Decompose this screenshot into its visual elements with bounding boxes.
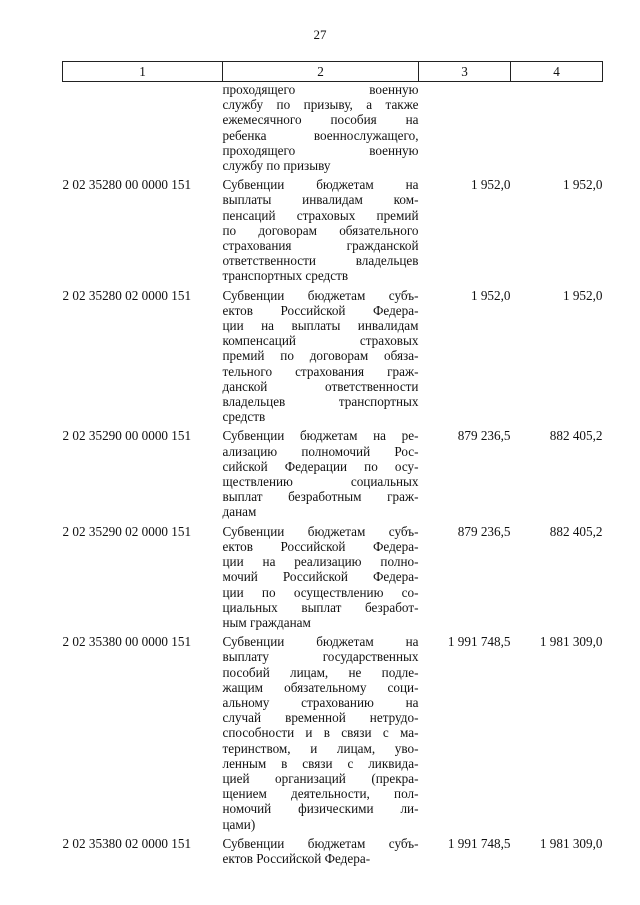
- description-line: проходящего военную: [222, 82, 419, 97]
- description-line: службу по призыву, а также: [222, 97, 419, 113]
- description-line: тельного страхования граж-: [222, 363, 419, 379]
- description-line: номочий физическими ли-: [222, 801, 419, 817]
- budget-code: 2 02 35290 02 0000 151: [62, 523, 192, 539]
- description-line: страхования гражданской: [222, 238, 419, 254]
- budget-code: [63, 82, 223, 174]
- table-body: [63, 82, 603, 867]
- column-header: 1: [63, 62, 223, 82]
- description-line: цией организаций (прекра-: [222, 770, 419, 786]
- description-line: щением деятельности, пол-: [222, 786, 419, 802]
- table-row: [63, 832, 603, 866]
- description-line: проходящего военную: [222, 142, 419, 158]
- budget-code: 2 02 35380 00 0000 151: [62, 634, 192, 650]
- amount-column-3: 879 236,5: [457, 523, 511, 539]
- item-description: [223, 424, 419, 519]
- description-line: способности и в связи с ма-: [222, 725, 419, 741]
- description-line: ектов Российской Федера-: [222, 850, 371, 866]
- budget-code: 2 02 35280 02 0000 151: [62, 287, 192, 303]
- description-line: ществлению социальных: [222, 474, 419, 490]
- item-description: [223, 832, 419, 866]
- description-line: ализацию полномочий Рос-: [222, 443, 419, 459]
- table-row: [63, 630, 603, 832]
- amount-column-3: 1 991 748,5: [447, 634, 511, 650]
- description-line: ции на реализацию полно-: [222, 554, 419, 570]
- table-row: [63, 520, 603, 630]
- description-line: выплату государственных: [222, 649, 419, 665]
- item-description: [223, 630, 419, 832]
- table-row: [63, 424, 603, 519]
- column-header: 3: [419, 62, 511, 82]
- budget-code: 2 02 35290 00 0000 151: [62, 428, 192, 444]
- amount-column-3: 1 952,0: [470, 177, 511, 193]
- description-line: альному страхованию на: [222, 694, 419, 710]
- description-line: цами): [222, 816, 256, 832]
- description-line: Субвенции бюджетам на: [222, 177, 419, 193]
- description-line: ным гражданам: [222, 614, 311, 630]
- description-line: ции на выплаты инвалидам: [222, 318, 419, 334]
- description-line: компенсаций страховых: [222, 333, 419, 349]
- table-header-row: [63, 62, 603, 82]
- column-header: 2: [223, 62, 419, 82]
- amount-column-4: 882 405,2: [549, 428, 603, 444]
- budget-code: 2 02 35280 00 0000 151: [62, 177, 192, 193]
- table-row: [63, 173, 603, 283]
- item-description: [223, 82, 419, 174]
- description-line: ежемесячного пособия на: [222, 112, 419, 128]
- table-row: [63, 284, 603, 425]
- description-line: жащим обязательному соци-: [222, 679, 419, 695]
- budget-table: [62, 61, 603, 866]
- description-line: циальных выплат безработ-: [222, 599, 419, 615]
- description-line: транспортных средств: [222, 268, 349, 284]
- description-line: службу по призыву: [222, 158, 331, 174]
- description-line: Субвенции бюджетам субъ-: [222, 835, 419, 851]
- amount-column-3: 1 952,0: [470, 287, 511, 303]
- description-line: выплат безработным граж-: [222, 489, 419, 505]
- description-line: средств: [222, 409, 266, 425]
- description-line: ектов Российской Федера-: [222, 538, 419, 554]
- amount-column-4: 882 405,2: [549, 523, 603, 539]
- description-line: Субвенции бюджетам субъ-: [222, 523, 419, 539]
- column-header: 4: [511, 62, 603, 82]
- amount-column-4: 1 981 309,0: [539, 835, 603, 851]
- description-line: пособий лицам, не подле-: [222, 664, 419, 680]
- item-description: [223, 520, 419, 630]
- description-line: ектов Российской Федера-: [222, 302, 419, 318]
- description-line: ции по осуществлению со-: [222, 584, 419, 600]
- description-line: по договорам обязательного: [222, 222, 419, 238]
- description-line: ленным в связи с ликвида-: [222, 755, 419, 771]
- amount-column-4: 1 981 309,0: [539, 634, 603, 650]
- amount-column-3: [419, 82, 511, 174]
- amount-column-4: 1 952,0: [562, 177, 603, 193]
- description-line: теринством, и лицам, уво-: [222, 740, 419, 756]
- description-line: ответственности владельцев: [222, 253, 419, 269]
- description-line: выплаты инвалидам ком-: [222, 192, 419, 208]
- description-line: Субвенции бюджетам на: [222, 634, 419, 650]
- description-line: сийской Федерации по осу-: [222, 458, 419, 474]
- amount-column-4: [511, 82, 603, 174]
- page-number: 27: [313, 27, 327, 42]
- amount-column-3: 879 236,5: [457, 428, 511, 444]
- item-description: [223, 284, 419, 425]
- amount-column-4: 1 952,0: [562, 287, 603, 303]
- description-line: мочий Российской Федера-: [222, 569, 419, 585]
- description-line: данской ответственности: [222, 378, 419, 394]
- budget-code: 2 02 35380 02 0000 151: [62, 835, 192, 851]
- description-line: владельцев транспортных: [222, 394, 419, 410]
- description-line: премий по договорам обяза-: [222, 348, 419, 364]
- table-row: [63, 82, 603, 174]
- description-line: данам: [222, 504, 257, 520]
- description-line: пенсаций страховых премий: [222, 207, 419, 223]
- description-line: случай временной нетрудо-: [222, 710, 419, 726]
- description-line: Субвенции бюджетам субъ-: [222, 287, 419, 303]
- description-line: ребенка военнослужащего,: [222, 127, 419, 143]
- description-line: Субвенции бюджетам на ре-: [222, 428, 419, 444]
- item-description: [223, 173, 419, 283]
- amount-column-3: 1 991 748,5: [447, 835, 511, 851]
